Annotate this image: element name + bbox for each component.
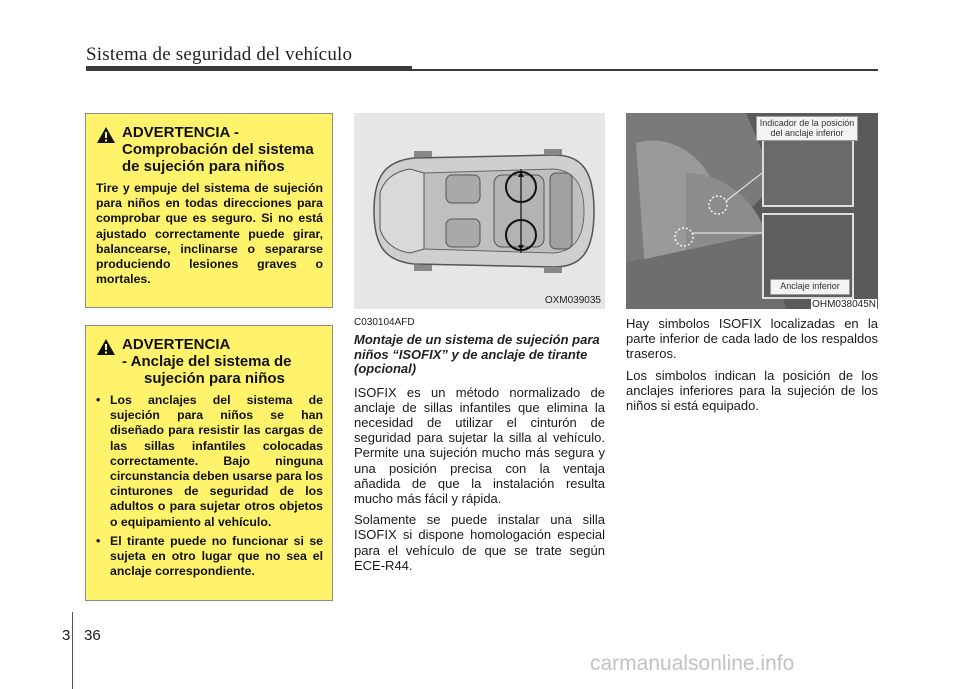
warning-title-line: ADVERTENCIA - bbox=[122, 124, 239, 141]
warning-title-line: de sujeción para niños bbox=[122, 158, 285, 175]
warning-triangle-icon bbox=[96, 126, 116, 144]
warning-box-anchor bbox=[85, 325, 333, 601]
figure-code: OHM038045N bbox=[812, 299, 876, 309]
figure-car-top-view bbox=[354, 113, 605, 309]
warning-box-check-restraint bbox=[85, 113, 333, 308]
warning-bullets bbox=[96, 393, 323, 579]
warning-title bbox=[122, 124, 314, 175]
right-paragraph: Los simbolos indican la posición de los anclajes inferiores para la sujeción de los niños si está equipado. bbox=[626, 367, 878, 414]
page-number: 36 bbox=[84, 627, 101, 644]
warning-title-line: Comprobación del sistema bbox=[122, 141, 314, 158]
section-code: C030104AFD bbox=[354, 317, 415, 328]
section-main-text bbox=[354, 317, 605, 579]
bullet-item: • El tirante puede no funcionar si se sujeta en otro lugar que no sea el anclaje correspondiente. bbox=[96, 533, 323, 579]
callout-anchor-label: Anclaje inferior bbox=[770, 279, 850, 295]
page-section-number: 3 bbox=[62, 627, 71, 644]
warning-title bbox=[122, 336, 292, 387]
section-subtitle: Montaje de un sistema de sujeción para niños “ISOFIX” y de anclaje de tirante (opcional) bbox=[354, 332, 600, 376]
warning-body: Tire y empuje del sistema de sujeción para niños en todas direcciones para comprobar que es seguro. Si no está ajustado correctamente puede girar, balancearse, inclinarse o separarse produciendo lesiones graves o mortales. bbox=[96, 181, 323, 287]
warning-title-line: ADVERTENCIA bbox=[122, 336, 231, 353]
footer-rule bbox=[72, 612, 73, 689]
header-rule-thin bbox=[412, 69, 878, 71]
section-paragraph: Solamente se puede instalar una silla ISOFIX si dispone homologación especial para el vehículo de que se trate según ECE-R44. bbox=[354, 512, 605, 573]
section-paragraph: ISOFIX es un método normalizado de anclaje de sillas infantiles que elimina la necesidad de utilizar el cinturón de seguridad para sujetar la silla al vehículo. Permite una sujeción mucho más segura y una posición precisa con la ventaja añadida de que la instalación resulta mucho más fácil y rápida. bbox=[354, 384, 605, 506]
warning-title-line: - Anclaje del sistema de bbox=[122, 353, 292, 370]
right-column-text bbox=[626, 316, 878, 419]
watermark-text: carmanualsonline.info bbox=[590, 652, 795, 675]
bullet-item: • Los anclajes del sistema de sujeción para niños se han diseñado para resistir las cargas de las sillas infantiles colocadas correctamente. Bajo ninguna circunstancia deben usarse para los cinturones de seguridad de los adultos o para sujetar otros objetos o equipamiento al vehículo. bbox=[96, 393, 323, 529]
header-rule-thick bbox=[86, 66, 412, 71]
bullet-text: Los anclajes del sistema de sujeción para niños se han diseñado para resistir las cargas de las sillas infantiles colocadas correctamente. Bajo ninguna circunstancia deben usarse para los cinturones de seguridad de los adultos o para sujetar otros objetos o equipamiento al vehículo. bbox=[110, 393, 323, 529]
right-paragraph: Hay simbolos ISOFIX localizadas en la parte inferior de cada lado de los respaldos traseros. bbox=[626, 316, 878, 362]
warning-title-line: sujeción para niños bbox=[144, 370, 285, 387]
page-header-title: Sistema de seguridad del vehículo bbox=[86, 44, 353, 65]
figure-rear-seat bbox=[626, 113, 878, 309]
callout-indicator-label: Indicador de la posición del anclaje inferior bbox=[756, 116, 858, 141]
figure-code: OXM039035 bbox=[544, 295, 601, 306]
car-top-view-illustration bbox=[354, 113, 605, 309]
warning-triangle-icon bbox=[96, 338, 116, 356]
bullet-text: El tirante puede no funcionar si se sujeta en otro lugar que no sea el anclaje correspondiente. bbox=[110, 533, 323, 579]
